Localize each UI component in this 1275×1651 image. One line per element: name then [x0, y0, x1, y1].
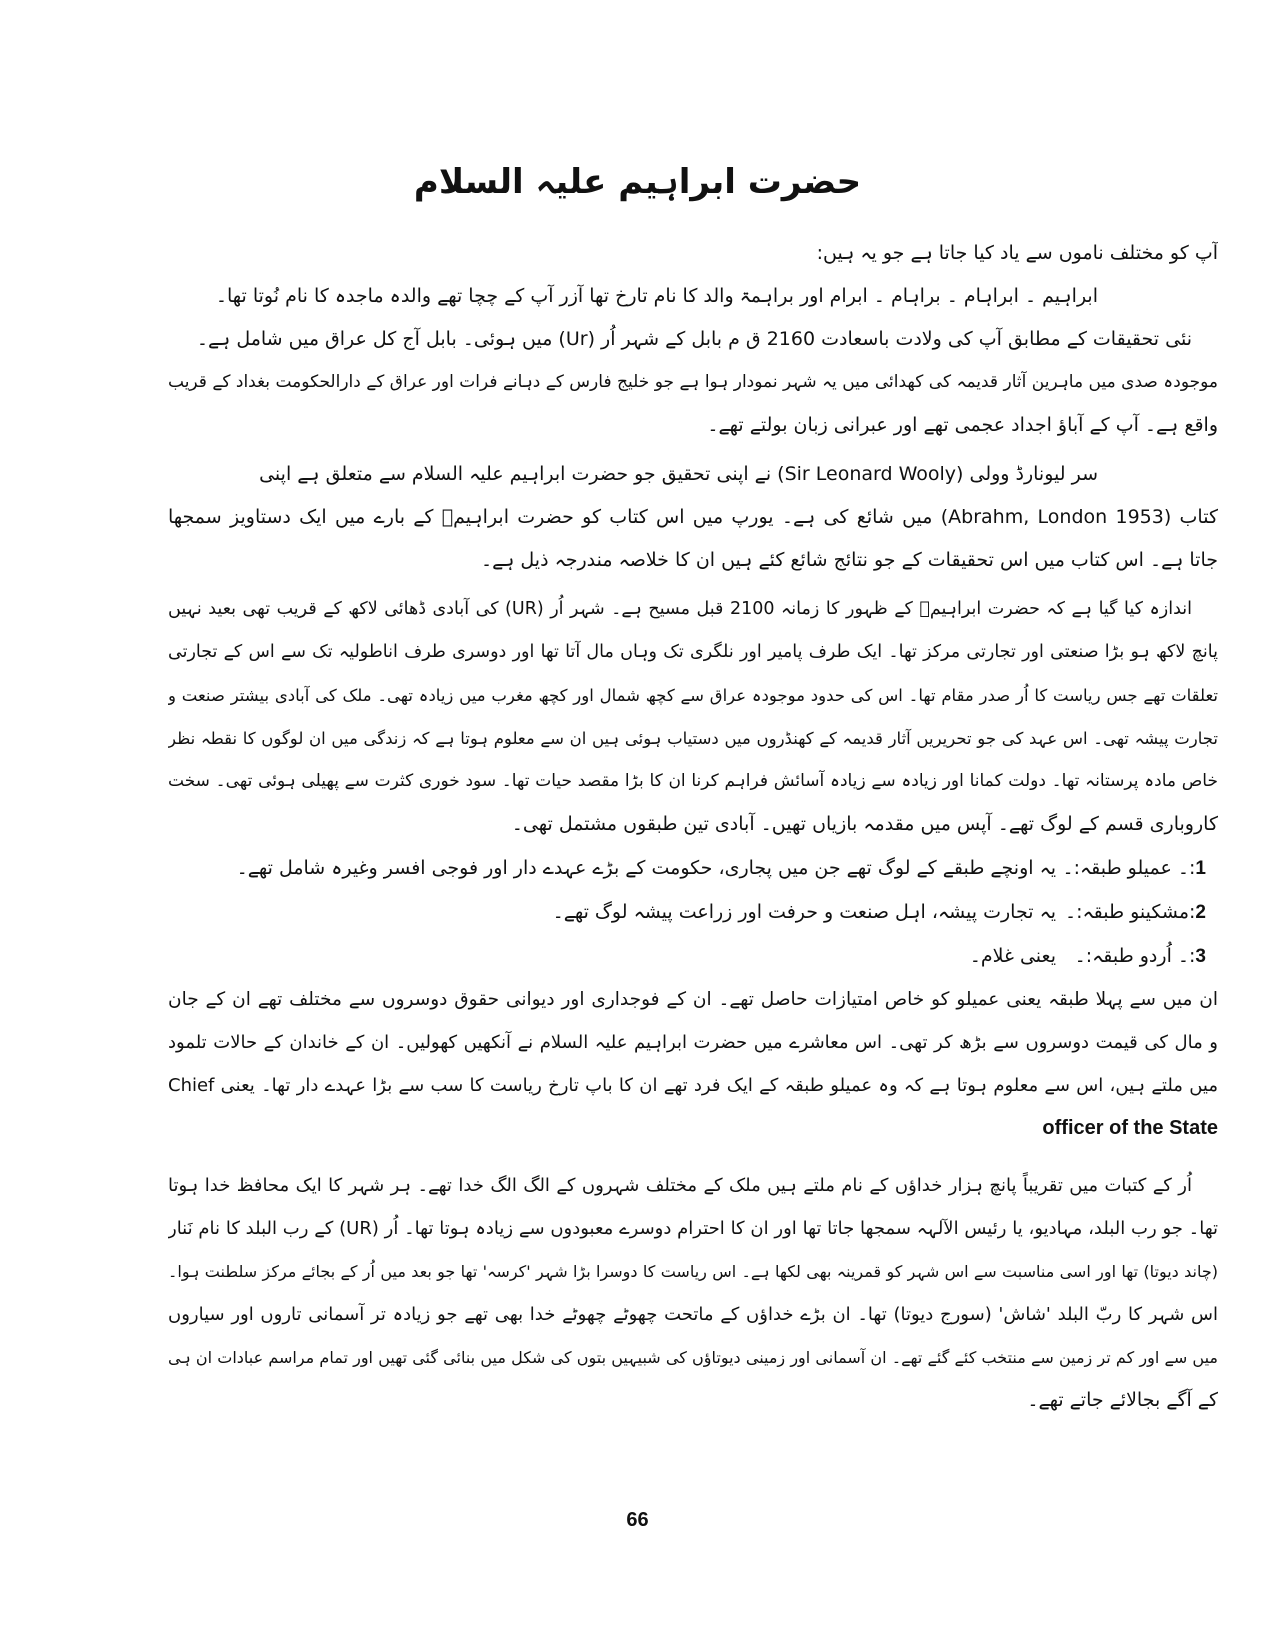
list-item-description: یہ اونچے طبقے کے لوگ تھے جن میں پجاری، حکومت کے بڑے عہدے دار اور فوجی افسر وغیرہ شامل تھے۔: [236, 857, 1056, 879]
paragraph-line: میں سے اور کم تر زمین سے منتخب کئے گئے تھے۔ ان آسمانی اور زمینی دیوتاؤں کی شبیہیں بتوں کی شکل میں بنائی گئی تھیں اور تمام مراسم عبادات ان ہی: [168, 1348, 1218, 1367]
paragraph-line: خاص مادہ پرستانہ تھا۔ دولت کمانا اور زیادہ سے زیادہ آسائش فراہم کرنا ان کا بڑا مقصد حیات تھا۔ سود خوری کثرت سے پھیلی ہوئی تھی۔ سخت: [168, 771, 1218, 791]
paragraph-line: اندازہ کیا گیا ہے کہ حضرت ابراہیمؑ کے ظہور کا زمانہ 2100 قبل مسیح ہے۔ شہر اُر (UR) کی آبادی ڈھائی لاکھ کے قریب تھی بعید نہیں: [168, 599, 1192, 619]
list-item-number: 1: [1195, 858, 1206, 879]
names-line: ابراہیم ۔ ابراہام ۔ براہام ۔ ابرام اور براہمۃ والد کا نام تارخ تھا آزر آپ کے چچا تھے والدہ ماجدہ کا نام نُوتا تھا۔: [215, 285, 1098, 307]
paragraph-birth: [168, 318, 1218, 447]
paragraph-line: تجارت پیشہ تھی۔ اس عہد کی جو تحریریں آثار قدیمہ کے کھنڈروں میں دستیاب ہوئی ہیں ان سے معلوم ہوتا ہے کہ زندگی میں ان لوگوں کا نقطہ نظر: [168, 729, 1218, 748]
list-item: [168, 934, 1218, 978]
social-classes-list: [168, 846, 1218, 978]
paragraph-line: تھا۔ جو رب البلد، مہادیو، یا رئیس الآلہہ سمجھا جاتا تھا اور ان کا احترام دوسرے معبودوں سے زیادہ ہوتا تھا۔ اُر (UR) کے رب البلد کا نام نَنار: [168, 1218, 1218, 1239]
paragraph-line: کے آگے بجالائے جاتے تھے۔: [1027, 1389, 1218, 1411]
paragraph-line: سر لیونارڈ وولی (Sir Leonard Wooly) نے اپنی تحقیق جو حضرت ابراہیم علیہ السلام سے متعلق ہے اپنی: [259, 463, 1098, 485]
paragraph-line: جاتا ہے۔ اس کتاب میں اس تحقیقات کے جو نتائج شائع کئے ہیں ان کا خلاصہ مندرجہ ذیل ہے۔: [480, 549, 1218, 571]
paragraph-line: واقع ہے۔ آپ کے آباؤ اجداد عجمی تھے اور عبرانی زبان بولتے تھے۔: [707, 414, 1218, 436]
list-item-label: :مشکینو طبقہ:۔: [1064, 901, 1196, 923]
paragraph-line: اُر کے کتبات میں تقریباً پانچ ہزار خداؤں کے نام ملتے ہیں ملک کے مختلف شہروں کے الگ الگ خدا تھے۔ ہر شہر کا ایک محافظ خدا ہوتا: [168, 1175, 1192, 1196]
document-body: [168, 232, 1218, 1422]
paragraph-line: کتاب (Abrahm, London 1953) میں شائع کی ہے۔ یورپ میں اس کتاب کو حضرت ابراہیمؑ کے بارے میں ایک دستاویز سمجھا: [168, 506, 1218, 528]
paragraph-line: (چاند دیوتا) تھا اور اسی مناسبت سے اس شہر کو قمرینہ بھی لکھا ہے۔ اس ریاست کا دوسرا بڑا شہر 'کرسہ' تھا جو بعد میں اُر کے بجائے مرکز سلطنت ہوا۔: [168, 1262, 1218, 1281]
list-item-number: 3: [1195, 946, 1206, 967]
paragraph-line: میں ملتے ہیں، اس سے معلوم ہوتا ہے کہ وہ عمیلو طبقہ کے ایک فرد تھے ان کا باپ تارخ ریاست کا سب سے بڑا عہدے دار تھا۔ یعنی Chief: [168, 1075, 1218, 1096]
paragraph-gods: [168, 1164, 1218, 1422]
page-title: حضرت ابراہیم علیہ السلام: [413, 162, 862, 202]
paragraph-line-english: officer of the State: [1042, 1117, 1218, 1139]
paragraph-line: پانچ لاکھ ہو بڑا صنعتی اور تجارتی مرکز تھا۔ ایک طرف پامیر اور نلگری تک وہاں مال آتا تھا اور دوسری طرف اناطولیہ تک سے اس کے تجارتی: [168, 642, 1218, 662]
paragraph-line: و مال کی قیمت دوسروں سے بڑھ کر تھی۔ اس معاشرے میں حضرت ابراہیم علیہ السلام نے آنکھیں کھولیں۔ ان کے خاندان کے حالات تلمود: [168, 1032, 1218, 1053]
paragraph-privileges: [168, 978, 1218, 1150]
paragraph-line: موجودہ صدی میں ماہرین آثار قدیمہ کی کھدائی میں یہ شہر نمودار ہوا ہے جو خلیج فارس کے دہانے فرات اور عراق کے دارالحکومت بغداد کے قریب: [168, 372, 1218, 392]
list-item-label: :۔ اُردو طبقہ:۔: [1074, 945, 1196, 967]
paragraph-line: نئی تحقیقات کے مطابق آپ کی ولادت باسعادت 2160 ق م بابل کے شہر اُر (Ur) میں ہوئی۔ بابل آج کل عراق میں شامل ہے۔: [196, 328, 1192, 350]
intro-line: آپ کو مختلف ناموں سے یاد کیا جاتا ہے جو یہ ہیں:: [816, 242, 1218, 264]
list-item-description: یہ تجارت پیشہ، اہل صنعت و حرفت اور زراعت پیشہ لوگ تھے۔: [552, 901, 1056, 923]
paragraph-line: ان میں سے پہلا طبقہ یعنی عمیلو کو خاص امتیازات حاصل تھے۔ ان کے فوجداری اور دیوانی حقوق دوسروں سے مختلف تھے ان کے جان: [168, 989, 1218, 1010]
paragraph-wooly: [168, 453, 1218, 582]
list-item-description: یعنی غلام۔: [969, 945, 1056, 967]
paragraph-ur-city: [168, 588, 1218, 846]
paragraph-line: تعلقات تھے جس ریاست کا اُر صدر مقام تھا۔ اس کی حدود موجودہ عراق سے کچھ شمال اور کچھ مغرب میں زیادہ تھی۔ ملک کی آبادی بیشتر صنعت و: [168, 686, 1218, 705]
page-number: 66: [626, 1509, 649, 1531]
list-item: [168, 890, 1218, 934]
list-item-label: :۔ عمیلو طبقہ:۔: [1062, 857, 1196, 879]
paragraph-line: اس شہر کا ربّ البلد 'شاش' (سورج دیوتا) تھا۔ ان بڑے خداؤں کے ماتحت چھوٹے چھوٹے خدا بھی تھے جو زیادہ تر آسمانی تاروں اور سیاروں: [168, 1304, 1218, 1325]
paragraph-line: کاروباری قسم کے لوگ تھے۔ آپس میں مقدمہ بازیاں تھیں۔ آبادی تین طبقوں مشتمل تھی۔: [511, 813, 1218, 835]
list-item-number: 2: [1195, 902, 1206, 923]
list-item: [168, 846, 1218, 890]
